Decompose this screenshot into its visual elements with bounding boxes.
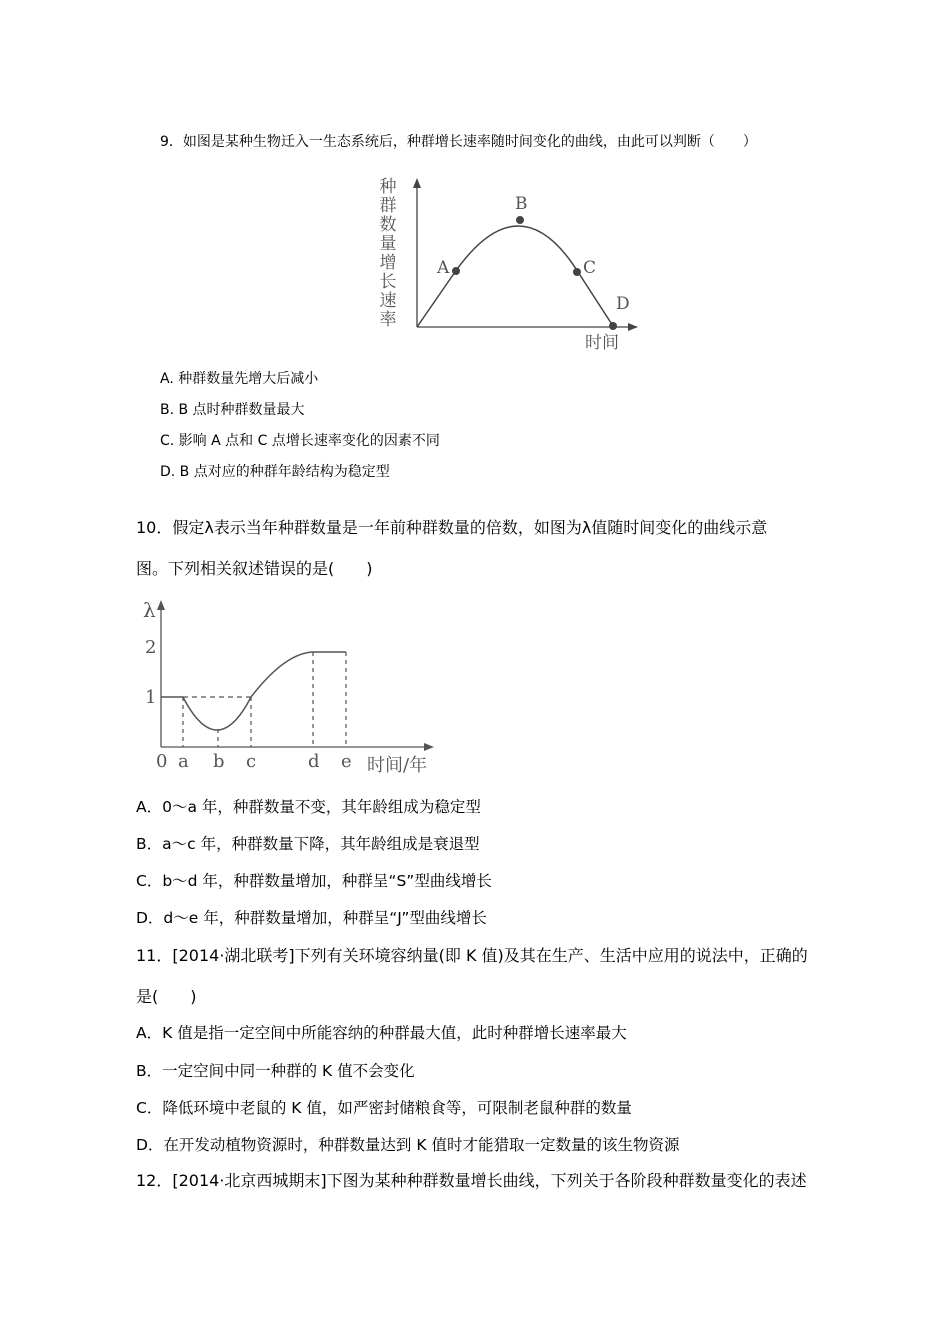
q9-point-d — [609, 322, 617, 330]
q9-x-axis-label: 时间 — [585, 333, 619, 353]
q9-y-axis-label — [380, 177, 397, 330]
q10-x-tick-a: a — [178, 751, 189, 772]
q10-x-axis-arrow — [424, 743, 434, 751]
q9-option-c: C. 影响 A 点和 C 点增长速率变化的因素不同 — [160, 433, 440, 449]
q10-option-d: D．d～e 年，种群数量增加，种群呈“J”型曲线增长 — [136, 909, 487, 927]
q10-y-tick-2: 2 — [145, 637, 157, 658]
q9-y-label-char: 速 — [379, 291, 397, 311]
q10-y-axis-arrow — [157, 600, 165, 610]
q9-y-label-char: 数 — [379, 215, 397, 235]
q10-x-tick-e: e — [341, 751, 352, 772]
q11-stem-line2: 是( ) — [136, 987, 197, 1006]
q9-point-a — [452, 267, 460, 275]
q11-option-b: B．一定空间中同一种群的 K 值不会变化 — [136, 1062, 415, 1080]
q10-figure — [135, 595, 455, 780]
q10-x-tick-b: b — [213, 751, 225, 772]
q12-stem-line1: 12．[2014·北京西城期末]下图为某种种群数量增长曲线，下列关于各阶段种群数量变化的表述 — [136, 1171, 807, 1190]
q9-y-label-char: 率 — [379, 310, 397, 330]
q9-option-a: A. 种群数量先增大后减小 — [160, 371, 319, 387]
q9-option-d: D. B 点对应的种群年龄结构为稳定型 — [160, 464, 390, 480]
q9-label-c: C — [583, 258, 597, 278]
q10-lambda-curve — [161, 652, 346, 730]
q10-option-c: C．b～d 年，种群数量增加，种群呈“S”型曲线增长 — [136, 872, 492, 890]
q9-stem: 9．如图是某种生物迁入一生态系统后，种群增长速率随时间变化的曲线，由此可以判断（ ） — [160, 134, 757, 150]
q11-stem-line1: 11．[2014·湖北联考]下列有关环境容纳量(即 K 值)及其在生产、生活中应用的说法中，正确的 — [136, 946, 808, 965]
q10-x-tick-c: c — [246, 751, 257, 772]
q9-option-b: B. B 点时种群数量最大 — [160, 402, 305, 418]
q9-x-axis-arrow — [628, 323, 638, 331]
q10-option-a: A．0～a 年，种群数量不变，其年龄组成为稳定型 — [136, 798, 481, 816]
q9-label-b: B — [515, 194, 528, 214]
q9-y-label-char: 增 — [379, 253, 397, 273]
q11-option-d: D．在开发动植物资源时，种群数量达到 K 值时才能猎取一定数量的该生物资源 — [136, 1136, 680, 1154]
q9-y-label-char: 群 — [379, 196, 397, 216]
q10-x-axis-label: 时间/年 — [367, 755, 428, 776]
q9-y-label-char: 种 — [379, 177, 397, 197]
q9-y-label-char: 量 — [379, 234, 397, 254]
q9-y-label-char: 长 — [379, 272, 397, 292]
q10-x-tick-0: 0 — [156, 751, 168, 772]
q10-y-tick-1: 1 — [145, 687, 157, 708]
q9-point-c — [573, 268, 581, 276]
q10-x-tick-d: d — [308, 751, 320, 772]
q10-stem-line2: 图。下列相关叙述错误的是( ) — [136, 559, 373, 578]
q10-y-axis-label: λ — [143, 598, 156, 622]
q9-figure — [370, 172, 650, 362]
q10-stem-line1: 10．假定λ表示当年种群数量是一年前种群数量的倍数，如图为λ值随时间变化的曲线示意 — [136, 518, 768, 537]
q9-point-b — [516, 216, 524, 224]
q10-option-b: B．a～c 年，种群数量下降，其年龄组成是衰退型 — [136, 835, 480, 853]
q11-option-a: A．K 值是指一定空间中所能容纳的种群最大值，此时种群增长速率最大 — [136, 1024, 627, 1042]
q9-label-a: A — [437, 258, 450, 278]
q11-option-c: C．降低环境中老鼠的 K 值，如严密封储粮食等，可限制老鼠种群的数量 — [136, 1099, 632, 1117]
q9-y-axis-arrow — [413, 178, 421, 188]
q9-label-d: D — [616, 294, 630, 314]
